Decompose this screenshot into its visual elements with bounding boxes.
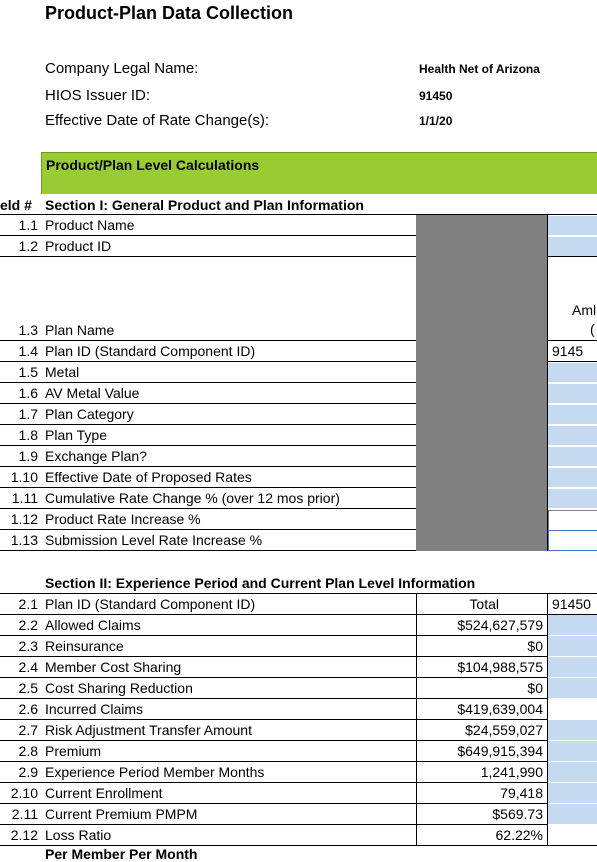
field-number: 1.4 — [18, 343, 38, 359]
field-number: 2.2 — [18, 617, 38, 633]
field-number: 1.9 — [18, 448, 38, 464]
table-row — [0, 215, 597, 236]
field-number: 2.7 — [18, 722, 38, 738]
field-number: 2.3 — [18, 638, 38, 654]
field-value: $104,988,575 — [457, 659, 543, 675]
table-row — [0, 678, 597, 699]
divider — [0, 761, 548, 762]
field-label: Cost Sharing Reduction — [45, 680, 193, 696]
divider — [0, 550, 416, 551]
table-row — [0, 825, 597, 846]
divider — [0, 382, 416, 383]
field-label: Incurred Claims — [45, 701, 144, 717]
field-value: $0 — [527, 638, 543, 654]
divider — [0, 593, 597, 594]
field-label: Plan ID (Standard Component ID) — [45, 343, 256, 359]
table-row — [0, 383, 597, 404]
table-row — [0, 509, 597, 530]
divider — [0, 466, 416, 467]
field-label: Loss Ratio — [45, 827, 112, 843]
table-row — [0, 404, 597, 425]
divider — [0, 614, 597, 615]
section3-title-partial: Per Member Per Month — [45, 846, 198, 862]
divider — [547, 340, 597, 341]
plan-id-partial: 9145 — [552, 343, 584, 359]
table-row — [0, 467, 597, 488]
divider — [0, 256, 416, 257]
table-row — [0, 236, 597, 257]
field-value: $569.73 — [492, 806, 543, 822]
table-row — [0, 636, 597, 657]
field-label: Metal — [45, 364, 80, 380]
table-row — [0, 783, 597, 804]
table-row — [0, 699, 597, 720]
field-label: Reinsurance — [45, 638, 124, 654]
hios-id-label: HIOS Issuer ID: — [45, 87, 151, 104]
field-label: Current Enrollment — [45, 785, 163, 801]
field-label: Cumulative Rate Change % (over 12 mos prior) — [45, 490, 340, 506]
field-value: $24,559,027 — [465, 722, 543, 738]
page-title: Product-Plan Data Collection — [45, 3, 294, 23]
section1-title: Section I: General Product and Plan Information — [45, 197, 364, 213]
company-name-label: Company Legal Name: — [45, 60, 199, 77]
plan-name-partial: Aml — [572, 302, 597, 318]
divider — [0, 445, 416, 446]
field-label: Product Rate Increase % — [45, 511, 201, 527]
field-number: 2.8 — [18, 743, 38, 759]
calculations-header-label: Product/Plan Level Calculations — [46, 157, 260, 173]
table-row — [0, 762, 597, 783]
divider — [0, 677, 548, 678]
field-label: AV Metal Value — [45, 385, 140, 401]
field-number: 1.7 — [18, 406, 38, 422]
table-row — [0, 615, 597, 636]
field-number: 1.1 — [18, 217, 38, 233]
field-number: 1.8 — [18, 427, 38, 443]
company-name-value[interactable]: Health Net of Arizona — [419, 62, 540, 76]
field-value: $419,639,004 — [457, 701, 543, 717]
field-number: 2.1 — [18, 596, 38, 612]
divider — [0, 529, 416, 530]
field-value: $524,627,579 — [457, 617, 543, 633]
field-label: Submission Level Rate Increase % — [45, 532, 263, 548]
divider — [0, 719, 548, 720]
field-number: 2.9 — [18, 764, 38, 780]
section2-title: Section II: Experience Period and Current Plan Level Information — [45, 575, 476, 591]
field-value: 1,241,990 — [480, 764, 543, 780]
field-number: 1.3 — [18, 322, 38, 338]
field-label: Product ID — [45, 238, 112, 254]
divider — [547, 256, 597, 257]
hios-id-value[interactable]: 91450 — [419, 89, 453, 103]
effective-date-label: Effective Date of Rate Change(s): — [45, 112, 270, 129]
divider — [0, 487, 416, 488]
field-label: Experience Period Member Months — [45, 764, 265, 780]
table-row — [0, 594, 597, 615]
field-number: 2.10 — [10, 785, 38, 801]
field-label: Premium — [45, 743, 102, 759]
field-label: Plan Type — [45, 427, 108, 443]
table-row — [0, 362, 597, 383]
divider — [0, 698, 548, 699]
field-number: 1.11 — [11, 490, 38, 506]
divider — [547, 215, 548, 551]
field-value: 62.22% — [495, 827, 543, 843]
field-value: Total — [469, 596, 499, 612]
field-label: Member Cost Sharing — [45, 659, 182, 675]
divider — [0, 656, 548, 657]
field-value: $0 — [527, 680, 543, 696]
field-value: $649,915,394 — [457, 743, 543, 759]
divider — [0, 740, 548, 741]
table-row — [0, 720, 597, 741]
table-row — [0, 446, 597, 467]
divider — [0, 635, 548, 636]
field-number: 2.11 — [11, 806, 38, 822]
field-label: Current Premium PMPM — [45, 806, 198, 822]
plan-name-partial-2: ( — [590, 321, 595, 337]
field-number: 2.12 — [10, 827, 38, 843]
field-number: 1.13 — [10, 532, 38, 548]
table-row — [0, 530, 597, 551]
plan-id-partial-2: 91450 — [552, 596, 591, 612]
table-row — [0, 657, 597, 678]
field-number: 2.4 — [18, 659, 38, 675]
field-label: Plan Category — [45, 406, 134, 422]
table-row — [0, 425, 597, 446]
field-label: Allowed Claims — [45, 617, 141, 633]
field-label: Exchange Plan? — [45, 448, 147, 464]
field-label: Risk Adjustment Transfer Amount — [45, 722, 252, 738]
field-label: Plan Name — [45, 322, 115, 338]
field-number: 1.10 — [10, 469, 38, 485]
field-number: 1.2 — [18, 238, 38, 254]
divider — [0, 803, 548, 804]
effective-date-value[interactable]: 1/1/20 — [419, 114, 453, 128]
field-number: 1.6 — [18, 385, 38, 401]
field-label: Product Name — [45, 217, 135, 233]
table-row — [0, 341, 597, 362]
divider — [0, 424, 416, 425]
divider — [0, 214, 597, 215]
field-label: Effective Date of Proposed Rates — [45, 469, 252, 485]
field-number: 2.6 — [18, 701, 38, 717]
table-row — [0, 320, 597, 341]
field-value: 79,418 — [500, 785, 543, 801]
divider — [0, 824, 548, 825]
divider — [416, 593, 417, 846]
divider — [547, 361, 597, 362]
divider — [0, 340, 416, 341]
table-row — [0, 488, 597, 509]
divider — [0, 508, 416, 509]
field-number: 2.5 — [18, 680, 38, 696]
field-label: Plan ID (Standard Component ID) — [45, 596, 256, 612]
table-row — [0, 804, 597, 825]
field-number: 1.5 — [18, 364, 38, 380]
calculations-header — [41, 152, 597, 194]
field-number: 1.12 — [10, 511, 38, 527]
table-row — [0, 741, 597, 762]
divider — [0, 403, 416, 404]
divider — [0, 361, 416, 362]
field-number-header: eld # — [0, 197, 32, 213]
divider — [0, 235, 416, 236]
divider — [547, 593, 548, 846]
divider — [0, 782, 548, 783]
